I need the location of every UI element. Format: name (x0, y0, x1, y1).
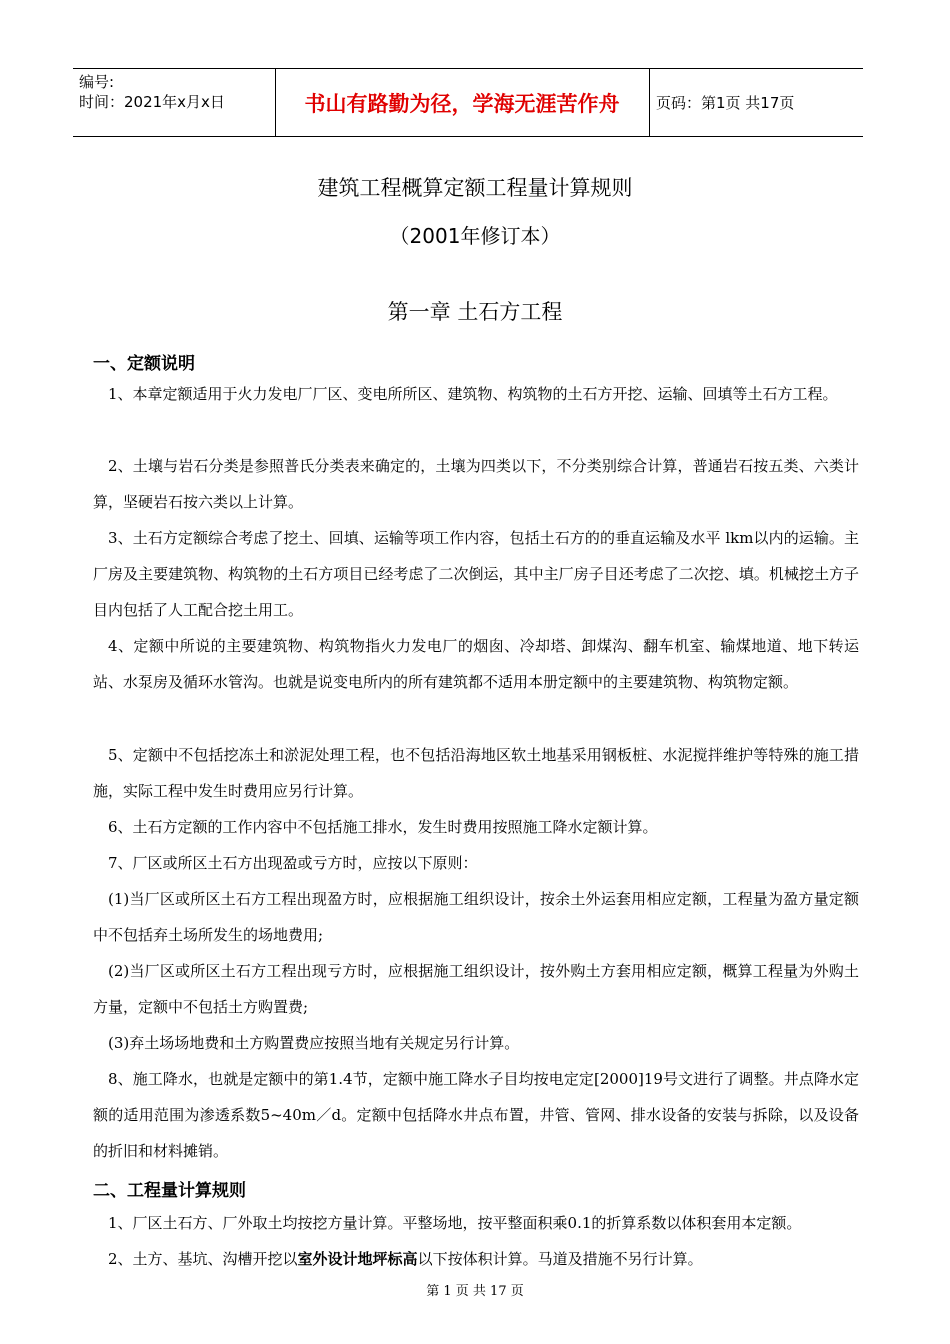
header-divider (649, 69, 650, 136)
paragraph: 2、土壤与岩石分类是参照普氏分类表来确定的，土壤为四类以下，不分类别综合计算，普通岩石按五类、六类计算，坚硬岩石按六类以上计算。 (93, 457, 859, 511)
header-page-info: 页码：第1页 共17页 (656, 94, 795, 112)
paragraph: (3)弃土场场地费和土方购置费应按照当地有关规定另行计算。 (108, 1034, 520, 1052)
page-header (73, 68, 863, 137)
paragraph-text: 以下按体积计算。马道及措施不另行计算。 (417, 1250, 703, 1268)
document-title: 建筑工程概算定额工程量计算规则 (317, 176, 633, 200)
paragraph: 6、土石方定额的工作内容中不包括施工排水，发生时费用按照施工降水定额计算。 (108, 818, 658, 836)
paragraph (93, 1241, 859, 1277)
paragraph: (1)当厂区或所区土石方工程出现盈方时，应根据施工组织设计，按余土外运套用相应定额，工程量为盈方量定额中不包括弃土场所发生的场地费用; (93, 890, 859, 944)
paragraph: 1、厂区土石方、厂外取土均按挖方量计算。平整场地，按平整面积乘0.1的折算系数以体积套用本定额。 (108, 1214, 802, 1232)
paragraph: 4、定额中所说的主要建筑物、构筑物指火力发电厂的烟囱、冷却塔、卸煤沟、翻车机室、输煤地道、地下转运站、水泵房及循环水管沟。也就是说变电所内的所有建筑都不适用本册定额中的主要建筑物、构筑物定额。 (93, 637, 859, 691)
document-subtitle: （2001年修订本） (389, 224, 561, 248)
header-number: 编号: (79, 73, 115, 91)
header-motto: 书山有路勤为径，学海无涯苦作舟 (304, 91, 620, 116)
header-meta (79, 69, 275, 139)
paragraph: 3、土石方定额综合考虑了挖土、回填、运输等项工作内容，包括土石方的的垂直运输及水平 lkm以内的运输。主厂房及主要建筑物、构筑物的土石方项目已经考虑了二次倒运，其中主厂房子目还考虑了二次挖、填。机械挖土方子目内包括了人工配合挖土用工。 (93, 529, 859, 619)
section-heading: 二、工程量计算规则 (93, 1181, 246, 1201)
section-heading: 一、定额说明 (93, 354, 195, 374)
emphasis-text: 室外设计地坪标高 (297, 1250, 418, 1268)
paragraph: 8、施工降水，也就是定额中的第1.4节，定额中施工降水子目均按电定定[2000]19号文进行了调整。井点降水定额的适用范围为渗透系数5~40m／d。定额中包括降水井点布置，井管、管网、排水设备的安装与拆除，以及设备的折旧和材料摊销。 (93, 1070, 859, 1160)
paragraph: 7、厂区或所区土石方出现盈或亏方时，应按以下原则： (108, 854, 478, 872)
paragraph: 5、定额中不包括挖冻土和淤泥处理工程，也不包括沿海地区软土地基采用钢板桩、水泥搅拌维护等特殊的施工措施，实际工程中发生时费用应另行计算。 (93, 746, 859, 800)
chapter-title: 第一章 土石方工程 (387, 300, 563, 324)
paragraph: (2)当厂区或所区土石方工程出现亏方时，应根据施工组织设计，按外购土方套用相应定额，概算工程量为外购土方量，定额中不包括土方购置费; (93, 962, 859, 1016)
header-date: 时间：2021年x月x日 (79, 93, 225, 111)
paragraph: 1、本章定额适用于火力发电厂厂区、变电所所区、建筑物、构筑物的土石方开挖、运输、回填等土石方工程。 (108, 385, 838, 403)
paragraph-text: 2、土方、基坑、沟槽开挖以 (108, 1250, 298, 1268)
page-footer: 第 1 页 共 17 页 (426, 1284, 524, 1299)
